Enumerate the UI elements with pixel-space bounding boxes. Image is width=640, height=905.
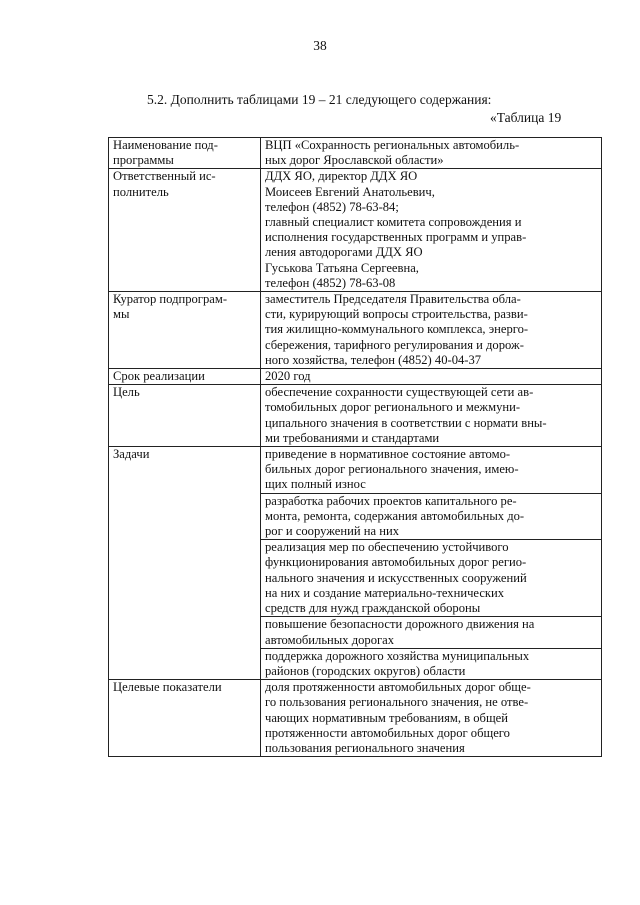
row-label-term: Срок реализации	[109, 369, 261, 385]
row-value-goal: обеспечение сохранности существующей сети ав- томобильных дорог регионального и межмуни- ципального значения в соответствии с нормати вны- ми требованиями и стандартами	[261, 385, 602, 447]
table-row-curator	[109, 292, 602, 369]
table-row-indicators	[109, 680, 602, 757]
subprogram-passport-table	[108, 137, 602, 757]
task-item: приведение в нормативное состояние автомо- бильных дорог регионального значения, имею- щих полный износ	[261, 447, 601, 494]
page-number: 38	[313, 38, 327, 53]
table-row-name	[109, 138, 602, 169]
row-label-tasks: Задачи	[109, 447, 261, 680]
task-item: повышение безопасности дорожного движения на автомобильных дорогах	[261, 617, 601, 648]
row-label-goal: Цель	[109, 385, 261, 447]
row-label-curator: Куратор подпрограм- мы	[109, 292, 261, 369]
row-value-tasks	[261, 447, 602, 680]
table-row-tasks	[109, 447, 602, 680]
row-value-term: 2020 год	[261, 369, 602, 385]
row-label-indicators: Целевые показатели	[109, 680, 261, 757]
row-label-executor: Ответственный ис- полнитель	[109, 169, 261, 292]
row-value-executor: ДДХ ЯО, директор ДДХ ЯО Моисеев Евгений Анатольевич, телефон (4852) 78-63-84; главный специалист комитета сопровождения и исполнения государственных программ и управ- ления автодорогами ДДХ ЯО Гуськова Татьяна Сергеевна, телефон (4852) 78-63-08	[261, 169, 602, 292]
row-label-name: Наименование под- программы	[109, 138, 261, 169]
task-item: поддержка дорожного хозяйства муниципальных районов (городских округов) области	[265, 648, 530, 678]
row-value-indicators: доля протяженности автомобильных дорог обще- го пользования регионального значения, не отве- чающих нормативным требованиям, в общей протяженности автомобильных дорог общего пользования регионального значения	[261, 680, 602, 757]
table-row-term	[109, 369, 602, 385]
task-item: разработка рабочих проектов капитального ре- монта, ремонта, содержания автомобильных до- рог и сооружений на них	[261, 494, 601, 541]
row-value-curator: заместитель Председателя Правительства обла- сти, курирующий вопросы строительства, разви- тия жилищно-коммунального комплекса, энерго- сбережения, тарифного регулирования и дорож- ного хозяйства, телефон (4852) 40-04-37	[261, 292, 602, 369]
table-row-goal	[109, 385, 602, 447]
row-value-name: ВЦП «Сохранность региональных автомобиль- ных дорог Ярославской области»	[261, 138, 602, 169]
intro-paragraph: 5.2. Дополнить таблицами 19 – 21 следующего содержания:	[147, 92, 492, 107]
table-caption: «Таблица 19	[490, 110, 562, 125]
table-row-executor	[109, 169, 602, 292]
task-item: реализация мер по обеспечению устойчивого функционирования автомобильных дорог регио- нального значения и искусственных сооружений на них и создание материально-технических средств для нужд гражданской обороны	[261, 540, 601, 617]
